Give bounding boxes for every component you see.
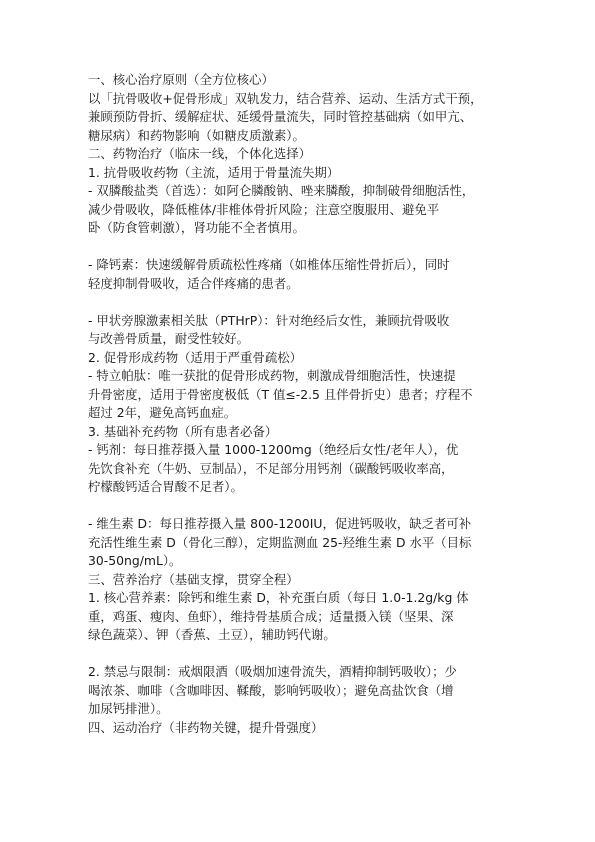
heading-core-principles: 一、核心治疗原则（全方位核心） (88, 72, 274, 87)
heading-exercise-therapy: 四、运动治疗（非药物关键，提升骨强度） (88, 719, 324, 735)
subheading-basic-supplements: 3. 基础补充药物（所有患者必备） (88, 423, 278, 439)
paragraph-line: 以「抗骨吸收+促骨形成」双轨发力，结合营养、运动、生活方式干预， (88, 90, 483, 106)
paragraph-line: - 双膦酸盐类（首选）：如阿仑膦酸钠、唑来膦酸，抑制破骨细胞活性， (88, 183, 475, 198)
paragraph-line: 兼顾预防骨折、缓解症状、延缓骨量流失，同时管控基础病（如甲亢、 (88, 109, 473, 124)
paragraph-line: 重，鸡蛋、瘦肉、鱼虾），维持骨基质合成；适量摄入镁（坚果、深 (88, 608, 454, 624)
paragraph-line: 2. 禁忌与限制：戒烟限酒（吸烟加速骨流失，酒精抑制钙吸收）；少 (88, 664, 457, 679)
paragraph-line: - 特立帕肽：唯一获批的促骨形成药物，刺激成骨细胞活性，快速提 (88, 368, 456, 383)
paragraph-line: 与改善骨质量，耐受性较好。 (88, 331, 250, 346)
paragraph-line: 柠檬酸钙适合胃酸不足者）。 (88, 479, 243, 494)
paragraph-line: 喝浓茶、咖啡（含咖啡因、鞣酸，影响钙吸收）；避免高盐饮食（增 (88, 682, 454, 698)
blank-line (88, 293, 509, 312)
blank-line (88, 497, 509, 516)
paragraph-line: - 钙剂：每日推荐摄入量 1000-1200mg（绝经后女性/老年人），优 (88, 442, 459, 457)
paragraph-line: 30-50ng/mL）。 (88, 553, 182, 568)
paragraph-line: 充活性维生素 D（骨化三醇），定期监测血 25-羟维生素 D 水平（目标 (88, 534, 472, 550)
paragraph-line: - 降钙素：快速缓解骨质疏松性疼痛（如椎体压缩性骨折后），同时 (88, 257, 450, 272)
paragraph-line: 超过 2年，避免高钙血症。 (88, 405, 237, 420)
blank-line (88, 238, 509, 257)
paragraph-line: 先饮食补充（牛奶、豆制品），不足部分用钙剂（碳酸钙吸收率高， (88, 460, 454, 476)
paragraph-line: 绿色蔬菜）、钾（香蕉、土豆），辅助钙代谢。 (88, 627, 336, 642)
paragraph-line: 轻度抑制骨吸收，适合伴疼痛的患者。 (88, 275, 299, 291)
paragraph-line: 升骨密度，适用于骨密度极低（T 值≤-2.5 且伴骨折史）患者；疗程不 (88, 386, 473, 402)
paragraph-line: - 甲状旁腺激素相关肽（PTHrP）：针对绝经后女性，兼顾抗骨吸收 (88, 312, 450, 328)
subheading-anti-resorptive: 1. 抗骨吸收药物（主流，适用于骨量流失期） (88, 164, 340, 180)
blank-line (88, 645, 509, 664)
paragraph-line: 减少骨吸收，降低椎体/非椎体骨折风险；注意空腹服用、避免平 (88, 201, 440, 217)
subheading-bone-formation: 2. 促骨形成药物（适用于严重骨疏松） (88, 349, 303, 365)
heading-nutrition-therapy: 三、营养治疗（基础支撑，贯穿全程） (88, 571, 299, 587)
paragraph-line: 加尿钙排泄）。 (88, 701, 169, 716)
paragraph-line: - 维生素 D：每日推荐摄入量 800-1200IU，促进钙吸收，缺乏者可补 (88, 516, 472, 531)
heading-drug-therapy: 二、药物治疗（临床一线，个体化选择） (88, 146, 312, 161)
paragraph-line: 卧（防食管刺激），肾功能不全者慎用。 (88, 220, 305, 235)
paragraph-line: 1. 核心营养素：除钙和维生素 D，补充蛋白质（每日 1.0-1.2g/kg 体 (88, 590, 469, 605)
paragraph-line: 糖尿病）和药物影响（如糖皮质激素）。 (88, 127, 305, 143)
